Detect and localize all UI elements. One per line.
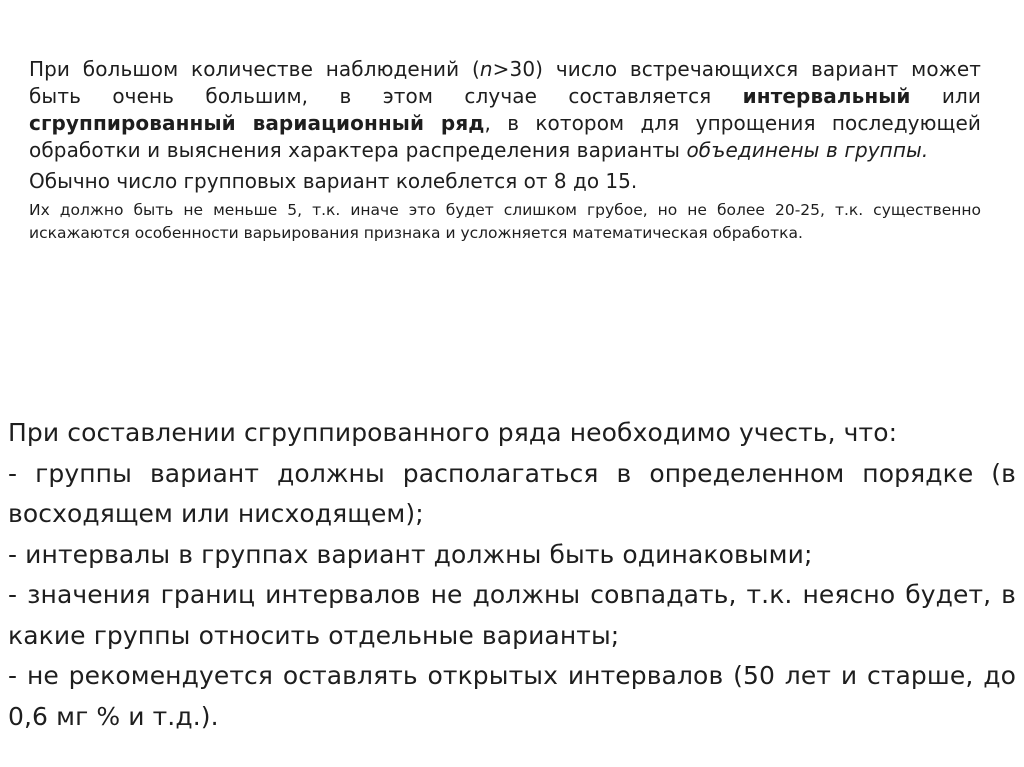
intro-part-3: или (910, 84, 981, 108)
intro-bold-interval: интервальный (742, 84, 911, 108)
range-sentence: Обычно число групповых вариант колеблется от 8 до 15. (29, 169, 638, 193)
intro-italic-grouped: объединены в группы. (686, 138, 929, 162)
rules-heading: При составлении сгруппированного ряда необходимо учесть, что: (8, 418, 898, 447)
intro-part-1: При большом количестве наблюдений ( (29, 57, 480, 81)
rules-block (8, 413, 1016, 737)
rule-item-open-intervals: - не рекомендуется оставлять открытых интервалов (50 лет и старше, до 0,6 мг % и т.д.). (8, 661, 1016, 731)
rule-item-boundaries: - значения границ интервалов не должны совпадать, т.к. неясно будет, в какие группы относить отдельные варианты; (8, 580, 1016, 650)
rule-item-equal-intervals: - интервалы в группах вариант должны быть одинаковыми; (8, 539, 813, 569)
intro-bold-grouped-series: сгруппированный вариационный ряд (29, 111, 485, 135)
intro-paragraph (29, 56, 981, 164)
small-note: Их должно быть не меньше 5, т.к. иначе это будет слишком грубое, но не более 20-25, т.к. существенно искажаются особенности варьирования признака и усложняется математическая обработка. (29, 201, 981, 242)
intro-part-4: , в котором для упрощения последующей обработки и выяснения характера распределения варианты (29, 111, 981, 162)
intro-n-symbol: n (479, 57, 493, 81)
top-text-block (29, 56, 981, 245)
intro-part-2: >30) число встречающихся вариант может быть очень большим, в этом случае составляется (29, 57, 981, 108)
rule-item-order: - группы вариант должны располагаться в определенном порядке (в восходящем или нисходящем); (8, 458, 1016, 528)
